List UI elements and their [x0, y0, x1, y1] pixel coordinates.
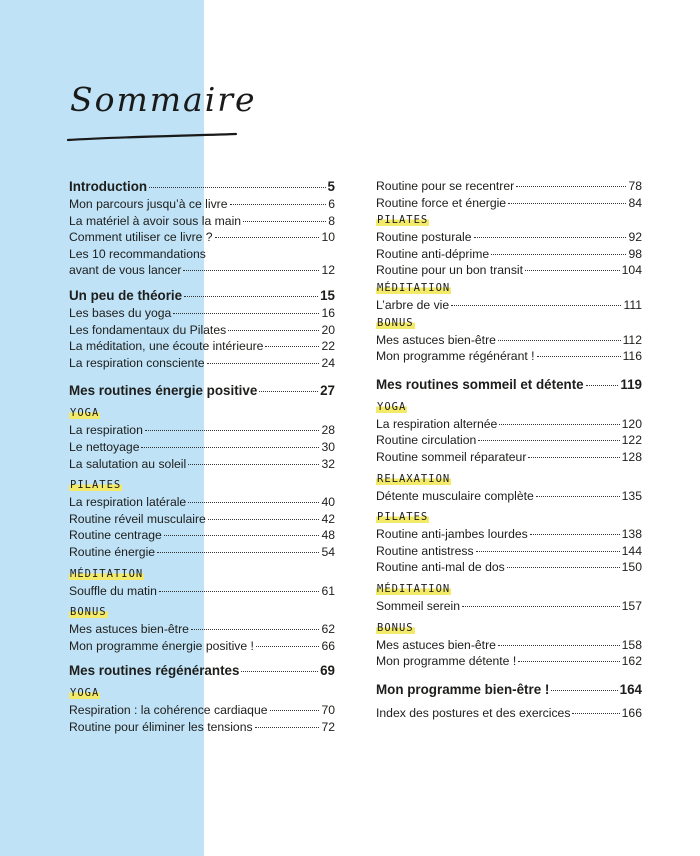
toc-list: [69, 422, 335, 472]
toc-entry[interactable]: Routine antistress 144: [376, 543, 642, 558]
toc-list: [69, 305, 335, 371]
category-label-bonus: BONUS: [377, 316, 414, 329]
toc-list: [69, 196, 335, 246]
toc-list: [376, 488, 642, 505]
toc-entry[interactable]: avant de vous lancer 12: [69, 263, 335, 278]
toc-entry[interactable]: Routine pour se recentrer 78: [376, 179, 642, 193]
toc-entry[interactable]: Routine force et énergie 84: [376, 195, 642, 210]
toc-entry[interactable]: Mes astuces bien-être 158: [376, 637, 642, 652]
category-label-bonus: BONUS: [377, 621, 414, 634]
toc-entry[interactable]: Mon programme énergie positive ! 66: [69, 638, 335, 653]
category-label-yoga: YOGA: [377, 400, 407, 413]
toc-list: [69, 494, 335, 560]
toc-entry[interactable]: Routine centrage 48: [69, 528, 335, 543]
title-underline-stroke: [66, 128, 238, 148]
toc-list: [376, 178, 642, 211]
category-label-meditation: MÉDITATION: [377, 281, 451, 294]
toc-list: [69, 583, 335, 600]
toc-list: [376, 637, 642, 670]
toc-entry-line[interactable]: Les 10 recommandations: [69, 246, 206, 261]
toc-entry[interactable]: La méditation, une écoute intérieure 22: [69, 339, 335, 354]
page-title: Sommaire: [70, 80, 257, 119]
toc-entry[interactable]: Le nettoyage 30: [69, 439, 335, 454]
toc-entry[interactable]: Routine réveil musculaire 42: [69, 511, 335, 526]
toc-entry[interactable]: Routine pour un bon transit 104: [376, 263, 642, 278]
toc-entry[interactable]: L’arbre de vie 111: [376, 297, 642, 312]
toc-entry[interactable]: Mon programme régénérant ! 116: [376, 349, 642, 364]
toc-section-programme-bien-etre[interactable]: Mon programme bien-être ! 164: [376, 681, 642, 697]
toc-section-introduction[interactable]: Introduction 5: [69, 179, 335, 194]
toc-section-regenerantes[interactable]: Mes routines régénérantes 69: [69, 663, 335, 679]
toc-entry[interactable]: La respiration 28: [69, 423, 335, 438]
toc-entry[interactable]: Sommeil serein 157: [376, 598, 642, 613]
toc-entry[interactable]: Routine posturale 92: [376, 230, 642, 245]
category-label-pilates: PILATES: [377, 511, 429, 524]
toc-entry[interactable]: La respiration alternée 120: [376, 416, 642, 431]
toc-entry[interactable]: La respiration consciente 24: [69, 355, 335, 370]
category-label-meditation: MÉDITATION: [377, 582, 451, 595]
toc-entry[interactable]: Comment utiliser ce livre ? 10: [69, 230, 335, 245]
toc-entry[interactable]: Routine circulation 122: [376, 433, 642, 448]
toc-list: [376, 229, 642, 279]
toc-entry[interactable]: Respiration : la cohérence cardiaque 70: [69, 703, 335, 718]
toc-list: [69, 621, 335, 654]
toc-entry[interactable]: Les bases du yoga 16: [69, 305, 335, 320]
toc-entry[interactable]: La matériel à avoir sous la main 8: [69, 213, 335, 228]
toc-entry[interactable]: Détente musculaire complète 135: [376, 488, 642, 503]
toc-list: [376, 598, 642, 615]
toc-list: [376, 297, 642, 314]
toc-entry[interactable]: Mon programme détente ! 162: [376, 654, 642, 669]
toc-section-sommeil-detente[interactable]: Mes routines sommeil et détente 119: [376, 376, 642, 392]
toc-entry[interactable]: Routine pour éliminer les tensions 72: [69, 719, 335, 734]
toc-entry[interactable]: Routine anti-mal de dos 150: [376, 560, 642, 575]
toc-entry[interactable]: Mon parcours jusqu’à ce livre 6: [69, 197, 335, 211]
toc-entry-index[interactable]: Index des postures et des exercices 166: [376, 705, 642, 720]
category-label-pilates: PILATES: [70, 479, 122, 492]
toc-entry[interactable]: Routine énergie 54: [69, 544, 335, 559]
toc-section-energie-positive[interactable]: Mes routines énergie positive 27: [69, 383, 335, 399]
category-label-yoga: YOGA: [70, 407, 100, 420]
category-label-yoga: YOGA: [70, 687, 100, 700]
toc-entry[interactable]: La salutation au soleil 32: [69, 456, 335, 471]
toc-list: [376, 416, 642, 466]
toc-entry[interactable]: Souffle du matin 61: [69, 583, 335, 598]
toc-entry[interactable]: Routine anti-déprime 98: [376, 246, 642, 261]
toc-list: [376, 332, 642, 365]
toc-right-column: [376, 178, 642, 721]
toc-list: [376, 526, 642, 576]
category-label-relaxation: RELAXATION: [377, 472, 451, 485]
category-label-pilates: PILATES: [377, 214, 429, 227]
category-label-bonus: BONUS: [70, 606, 107, 619]
toc-entry[interactable]: La respiration latérale 40: [69, 495, 335, 510]
toc-section-theorie[interactable]: Un peu de théorie 15: [69, 287, 335, 303]
toc-entry[interactable]: Mes astuces bien-être 62: [69, 622, 335, 637]
toc-entry[interactable]: Les fondamentaux du Pilates 20: [69, 322, 335, 337]
toc-list: [69, 702, 335, 735]
category-label-meditation: MÉDITATION: [70, 567, 144, 580]
toc-entry[interactable]: Routine anti-jambes lourdes 138: [376, 527, 642, 542]
toc-left-column: [69, 178, 335, 735]
toc-entry[interactable]: Routine sommeil réparateur 128: [376, 449, 642, 464]
toc-entry[interactable]: Mes astuces bien-être 112: [376, 332, 642, 347]
